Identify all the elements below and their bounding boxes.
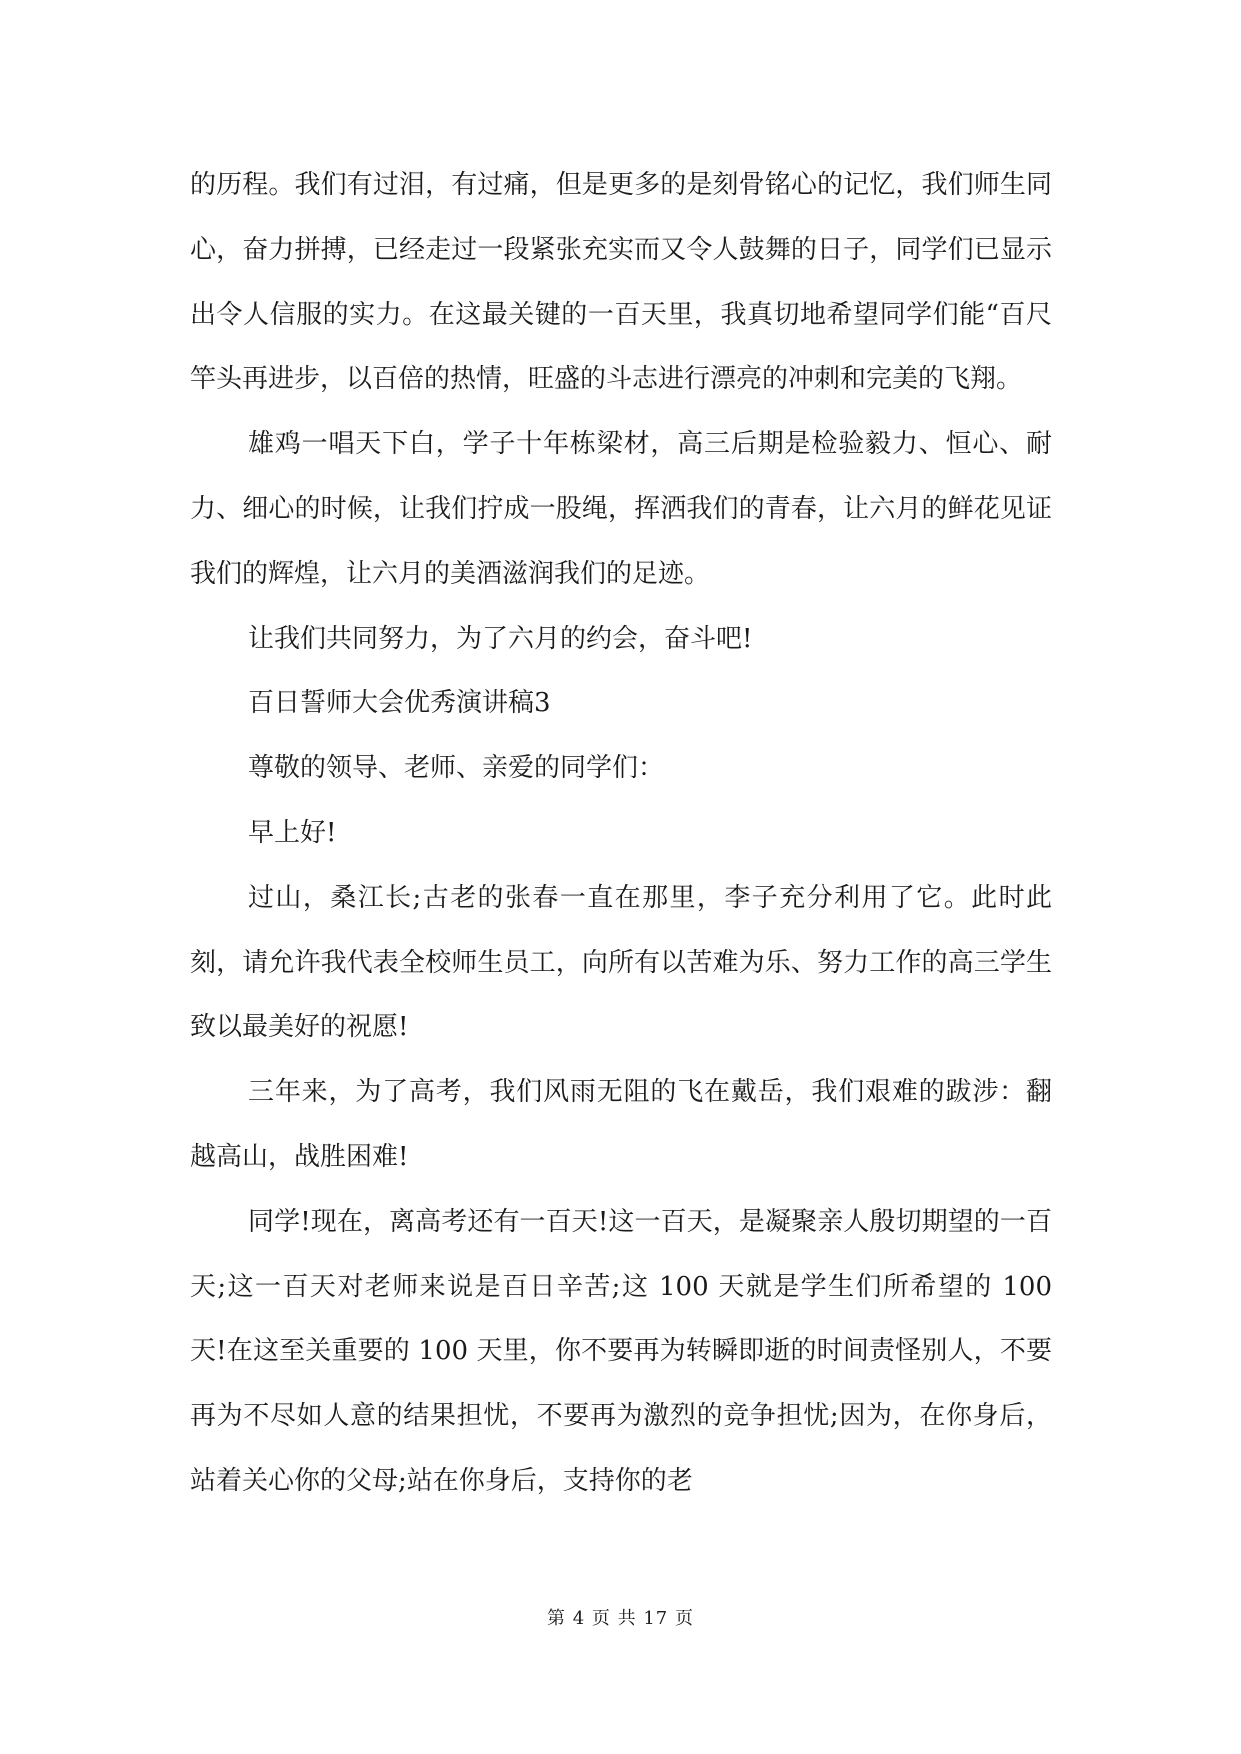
greeting: 早上好!	[248, 817, 337, 848]
paragraph-3: 让我们共同努力，为了六月的约会，奋斗吧!	[248, 623, 753, 654]
document-body	[190, 153, 1052, 1514]
paragraph-2: 雄鸡一唱天下白，学子十年栋梁材，高三后期是检验毅力、恒心、耐力、细心的时候，让我们拧成一股绳，挥洒我们的青春，让六月的鲜花见证我们的辉煌，让六月的美酒滋润我们的足迹。	[190, 429, 1052, 589]
paragraph-9: 同学!现在，离高考还有一百天!这一百天，是凝聚亲人殷切期望的一百天;这一百天对老师来说是百日辛苦;这 100 天就是学生们所希望的 100 天!在这至关重要的 100 天里，你不要再为转瞬即逝的时间责怪别人，不要再为不尽如人意的结果担忧，不要再为激烈的竞争担忧;因为，在你身后，站着关心你的父母;站在你身后，支持你的老	[190, 1206, 1052, 1496]
section-title: 百日誓师大会优秀演讲稿3	[248, 688, 551, 719]
paragraph-8: 三年来，为了高考，我们风雨无阻的飞在戴岳，我们艰难的跋涉：翻越高山，战胜困难!	[190, 1077, 1052, 1172]
paragraph-7: 过山，桑江长;古老的张春一直在那里，李子充分利用了它。此时此刻，请允许我代表全校师生员工，向所有以苦难为乐、努力工作的高三学生致以最美好的祝愿!	[190, 882, 1052, 1043]
page-number-footer: 第 4 页 共 17 页	[547, 1608, 694, 1629]
paragraph-1: 的历程。我们有过泪，有过痛，但是更多的是刻骨铭心的记忆，我们师生同心，奋力拼搏，已经走过一段紧张充实而又令人鼓舞的日子，同学们已显示出令人信服的实力。在这最关键的一百天里，我真切地希望同学们能“百尺竿头再进步，以百倍的热情，旺盛的斗志进行漂亮的冲刺和完美的飞翔。	[190, 170, 1052, 395]
salutation: 尊敬的领导、老师、亲爱的同学们：	[248, 753, 665, 784]
